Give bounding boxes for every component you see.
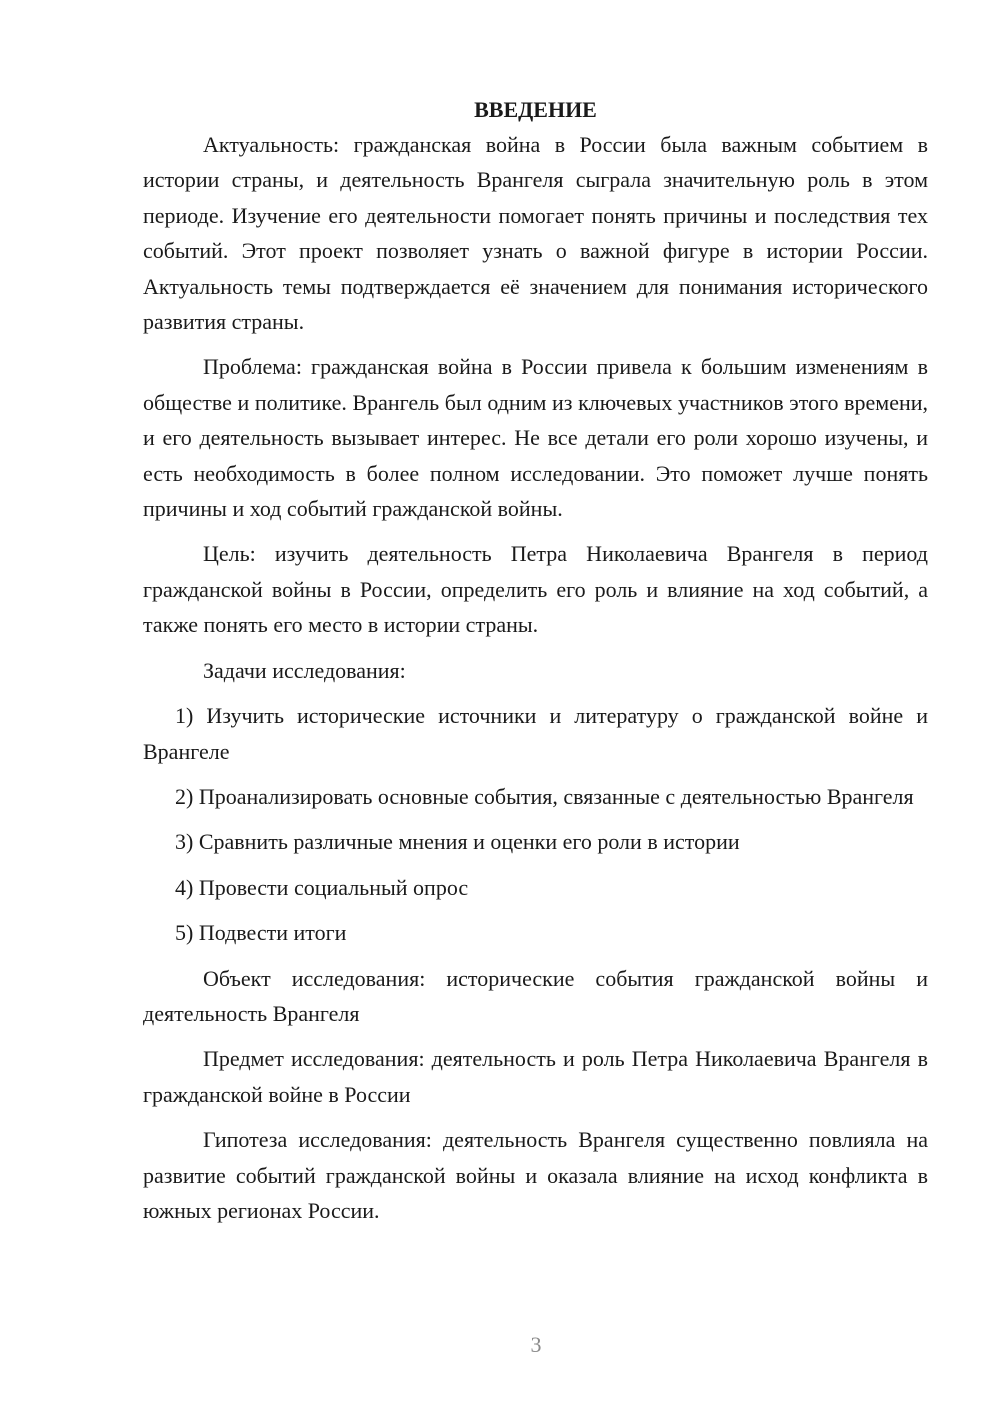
task-item-1: 1) Изучить исторические источники и литературу о гражданской войне и Врангеле <box>143 703 928 764</box>
task-item-4: 4) Провести социальный опрос <box>175 874 469 900</box>
section-heading: ВВЕДЕНИЕ <box>474 97 597 122</box>
task-item-3: 3) Сравнить различные мнения и оценки его роли в истории <box>175 829 740 855</box>
document-page <box>143 92 928 1238</box>
goal-paragraph: Цель: изучить деятельность Петра Николаевича Врангеля в период гражданской войны в России, определить его роль и влияние на ход событий, а также понять его место в истории страны. <box>143 541 928 638</box>
subject-paragraph: Предмет исследования: деятельность и роль Петра Николаевича Врангеля в гражданской войне в России <box>143 1046 928 1107</box>
task-item-5: 5) Подвести итоги <box>175 920 347 946</box>
problem-paragraph: Проблема: гражданская война в России привела к большим изменениям в обществе и политике. Врангель был одним из ключевых участников этого времени, и его деятельность вызывает интерес. Не все детали его роли хорошо изучены, и есть необходимость в более полном исследовании. Это поможет лучше понять причины и ход событий гражданской войны. <box>143 354 928 522</box>
hypothesis-paragraph: Гипотеза исследования: деятельность Врангеля существенно повлияла на развитие событий гражданской войны и оказала влияние на исход конфликта в южных регионах России. <box>143 1127 928 1223</box>
page-number: 3 <box>530 1332 542 1357</box>
object-paragraph: Объект исследования: исторические события гражданской войны и деятельность Врангеля <box>143 965 928 1026</box>
tasks-heading: Задачи исследования: <box>203 657 406 683</box>
task-item-2: 2) Проанализировать основные события, связанные с деятельностью Врангеля <box>175 783 914 809</box>
relevance-paragraph: Актуальность: гражданская война в России была важным событием в истории страны, и деятельность Врангеля сыграла значительную роль в этом периоде. Изучение его деятельности помогает понять причины и последствия тех событий. Этот проект позволяет узнать о важной фигуре в истории России. Актуальность темы подтверждается её значением для понимания исторического развития страны. <box>143 132 928 335</box>
